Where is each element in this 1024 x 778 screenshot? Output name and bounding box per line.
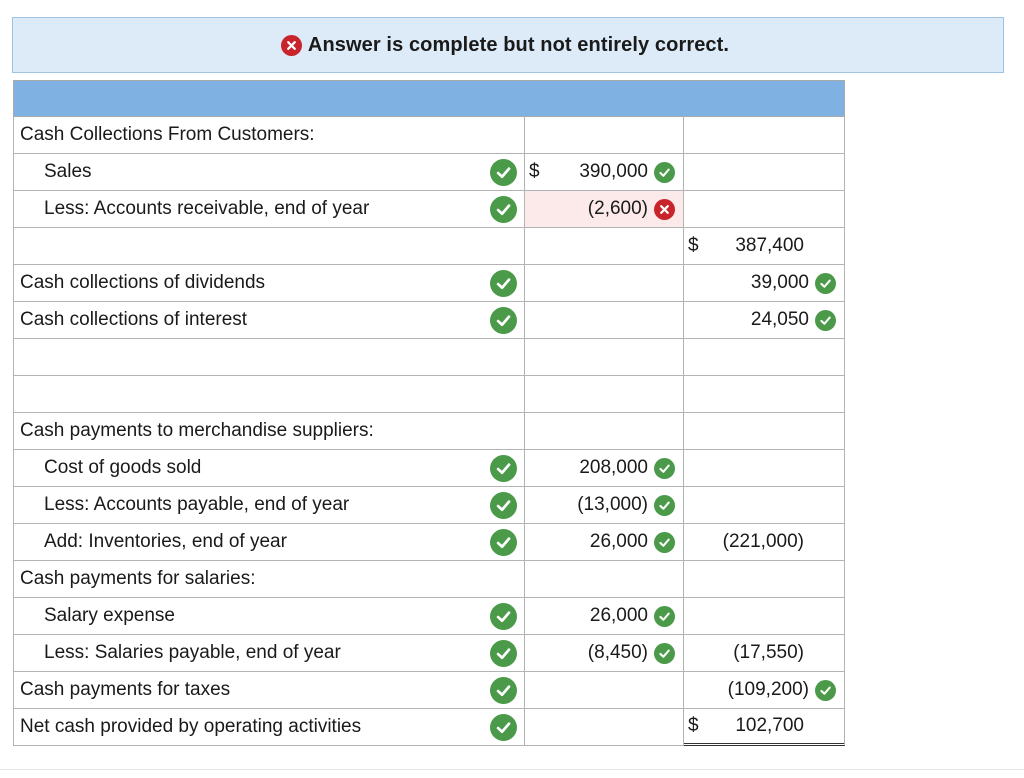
amount-input-column-2[interactable] [525, 302, 684, 339]
row-label: Less: Accounts payable, end of year [44, 494, 350, 515]
amount-input-column-3[interactable] [684, 709, 845, 746]
amount-input-column-2[interactable] [525, 672, 684, 709]
currency-symbol: $ [529, 161, 540, 182]
row-label-cell [13, 450, 525, 487]
table-row [13, 117, 845, 154]
check-circle-icon [654, 532, 675, 553]
row-label: Net cash provided by operating activities [20, 716, 362, 737]
amount-input-column-2[interactable] [525, 117, 684, 154]
table-row [13, 154, 845, 191]
table-row [13, 265, 845, 302]
check-circle-icon [654, 495, 675, 516]
amount-input-column-3[interactable] [684, 524, 845, 561]
amount-input-column-3[interactable] [684, 598, 845, 635]
table-row [13, 487, 845, 524]
table-row [13, 302, 845, 339]
row-label: Salary expense [44, 605, 175, 626]
cash-flow-worksheet [13, 80, 845, 746]
check-circle-icon [490, 270, 517, 297]
amount-value: 390,000 [579, 161, 648, 182]
amount-value: (109,200) [727, 679, 809, 700]
row-label: Add: Inventories, end of year [44, 531, 287, 552]
row-label-cell [13, 598, 525, 635]
x-circle-icon [654, 199, 675, 220]
check-circle-icon [654, 162, 675, 183]
check-circle-icon [490, 714, 517, 741]
row-label-cell [13, 265, 525, 302]
row-label: Cost of goods sold [44, 457, 202, 478]
check-circle-icon [654, 606, 675, 627]
amount-value: (2,600) [587, 198, 648, 219]
row-label-cell [13, 376, 525, 413]
amount-input-column-2[interactable] [525, 376, 684, 413]
amount-value: (13,000) [577, 494, 648, 515]
amount-value: 39,000 [750, 272, 809, 293]
row-label-cell [13, 413, 525, 450]
amount-value: (17,550) [733, 642, 804, 663]
feedback-banner [12, 17, 1004, 73]
amount-input-column-3[interactable] [684, 561, 845, 598]
table-header [13, 80, 845, 117]
row-label: Cash collections of interest [20, 309, 248, 330]
amount-value: 102,700 [735, 715, 804, 736]
row-label: Cash payments for taxes [20, 679, 231, 700]
row-label: Less: Salaries payable, end of year [44, 642, 341, 663]
table-row [13, 561, 845, 598]
x-circle-icon [281, 35, 302, 56]
amount-input-column-2[interactable] [525, 228, 684, 265]
check-circle-icon [490, 159, 517, 186]
check-circle-icon [490, 307, 517, 334]
amount-input-column-2[interactable] [525, 265, 684, 302]
amount-input-column-2[interactable] [525, 450, 684, 487]
row-label-cell [13, 524, 525, 561]
amount-input-column-3[interactable] [684, 154, 845, 191]
row-label-cell [13, 191, 525, 228]
row-label: Cash payments to merchandise suppliers: [20, 420, 374, 441]
check-circle-icon [490, 196, 517, 223]
amount-input-column-2[interactable] [525, 635, 684, 672]
table-row [13, 339, 845, 376]
row-label: Less: Accounts receivable, end of year [44, 198, 370, 219]
check-circle-icon [815, 310, 836, 331]
row-label-cell [13, 635, 525, 672]
row-label-cell [13, 339, 525, 376]
currency-symbol: $ [688, 235, 699, 256]
row-label-cell [13, 228, 525, 265]
table-row [13, 524, 845, 561]
table-row [13, 450, 845, 487]
amount-input-column-3[interactable] [684, 117, 845, 154]
table-body [13, 117, 845, 746]
row-label-cell [13, 154, 525, 191]
amount-input-column-3[interactable] [684, 265, 845, 302]
amount-input-column-3[interactable] [684, 191, 845, 228]
amount-input-column-3[interactable] [684, 413, 845, 450]
row-label: Sales [44, 161, 92, 182]
check-circle-icon [815, 680, 836, 701]
row-label: Cash payments for salaries: [20, 568, 256, 589]
amount-input-column-3[interactable] [684, 302, 845, 339]
table-row [13, 228, 845, 265]
row-label-cell [13, 117, 525, 154]
currency-symbol: $ [688, 715, 699, 736]
amount-input-column-2[interactable] [525, 524, 684, 561]
amount-input-column-2[interactable] [525, 487, 684, 524]
amount-input-column-3[interactable] [684, 228, 845, 265]
amount-input-column-3[interactable] [684, 487, 845, 524]
check-circle-icon [815, 273, 836, 294]
amount-input-column-3[interactable] [684, 450, 845, 487]
row-label-cell [13, 302, 525, 339]
divider [0, 769, 1024, 770]
check-circle-icon [654, 458, 675, 479]
amount-value: 208,000 [579, 457, 648, 478]
table-row [13, 635, 845, 672]
amount-input-column-2[interactable] [525, 191, 684, 228]
table-row [13, 672, 845, 709]
check-circle-icon [490, 603, 517, 630]
amount-input-column-3[interactable] [684, 339, 845, 376]
row-label-cell [13, 672, 525, 709]
check-circle-icon [490, 677, 517, 704]
table-row [13, 598, 845, 635]
amount-input-column-2[interactable] [525, 154, 684, 191]
check-circle-icon [654, 643, 675, 664]
check-circle-icon [490, 492, 517, 519]
amount-input-column-3[interactable] [684, 672, 845, 709]
amount-input-column-2[interactable] [525, 561, 684, 598]
check-circle-icon [490, 640, 517, 667]
table-row [13, 376, 845, 413]
amount-input-column-3[interactable] [684, 376, 845, 413]
table-row [13, 413, 845, 450]
check-circle-icon [490, 455, 517, 482]
row-label-cell [13, 487, 525, 524]
table-row [13, 191, 845, 228]
amount-value: 24,050 [750, 309, 809, 330]
feedback-message: Answer is complete but not entirely correct. [307, 33, 730, 56]
row-label-cell [13, 709, 525, 746]
check-circle-icon [490, 529, 517, 556]
amount-value: (221,000) [722, 531, 804, 552]
amount-input-column-3[interactable] [684, 635, 845, 672]
row-label: Cash Collections From Customers: [20, 124, 315, 145]
feedback-content [281, 34, 729, 57]
amount-input-column-2[interactable] [525, 709, 684, 746]
amount-input-column-2[interactable] [525, 598, 684, 635]
row-label-cell [13, 561, 525, 598]
amount-value: 26,000 [589, 531, 648, 552]
amount-value: 387,400 [735, 235, 804, 256]
amount-value: 26,000 [589, 605, 648, 626]
amount-input-column-2[interactable] [525, 339, 684, 376]
table-row [13, 709, 845, 746]
amount-value: (8,450) [587, 642, 648, 663]
row-label: Cash collections of dividends [20, 272, 266, 293]
amount-input-column-2[interactable] [525, 413, 684, 450]
